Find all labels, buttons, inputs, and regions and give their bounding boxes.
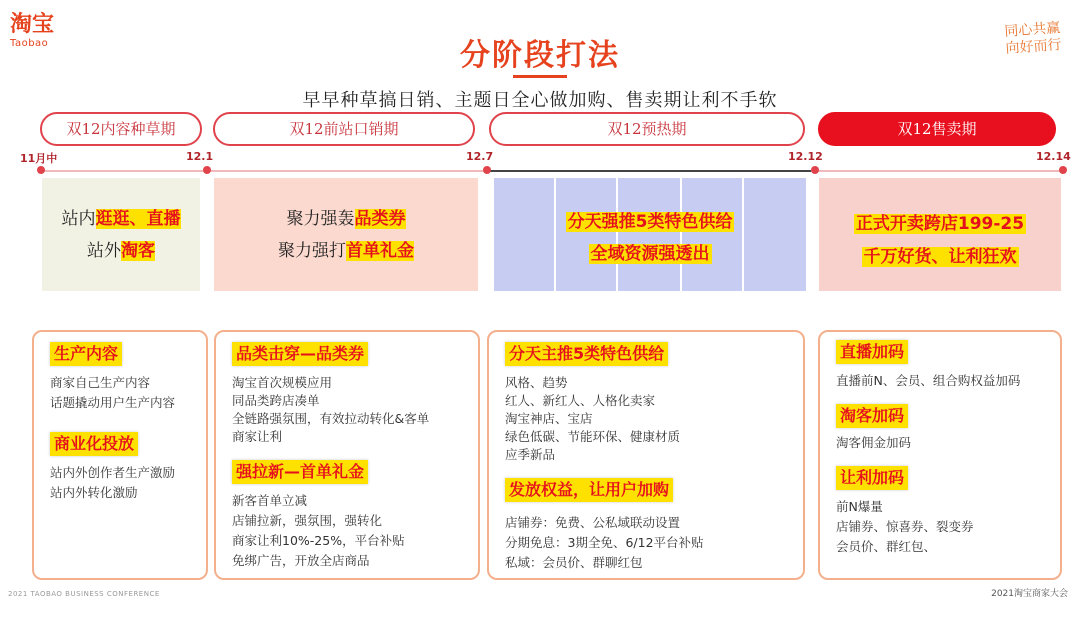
phase-pre-sales: 双12前站口销期 (213, 112, 475, 146)
list-item: 绿色低碳、节能环保、健康材质 (505, 429, 681, 444)
list-item: 私域：会员价、群聊红包 (505, 555, 643, 570)
section-title: 直播加码 (836, 340, 908, 364)
slogan-stamp: 同心共赢 向好而行 (1003, 20, 1063, 57)
footer-conference-en: 2021 TAOBAO BUSINESS CONFERENCE (8, 590, 160, 598)
list-item: 店铺券：免费、公私域联动设置 (505, 515, 681, 530)
page-subtitle: 早早种草搞日销、主题日全心做加购、售卖期让利不手软 (302, 90, 778, 111)
list-item: 店铺拉新，强氛围，强转化 (232, 513, 383, 528)
tick-label: 12.14 (1036, 150, 1071, 163)
list-item: 应季新品 (505, 447, 556, 462)
section-title: 淘客加码 (836, 404, 908, 428)
list-item: 店铺券、惊喜券、裂变券 (836, 519, 974, 534)
section-title: 发放权益，让用户加购 (505, 478, 673, 502)
box-line: 全域资源强透出 (590, 244, 710, 264)
phase-box-warmup (494, 178, 806, 291)
list-item: 前N爆量 (836, 499, 883, 514)
detail-card-pre-sales (214, 330, 480, 580)
section-title: 商业化投放 (50, 432, 138, 456)
phase-warmup: 双12预热期 (489, 112, 805, 146)
timeline-dot (811, 166, 819, 174)
list-item: 新客首单立减 (232, 493, 308, 508)
list-item: 商家自己生产内容 (50, 375, 151, 390)
section-title: 让利加码 (836, 466, 908, 490)
list-item: 站内外转化激励 (50, 485, 138, 500)
box-line: 分天强推5类特色供给 (567, 212, 733, 232)
list-item: 分期免息：3期全免、6/12平台补贴 (505, 535, 704, 550)
phase-box-selling (819, 178, 1061, 291)
phase-content-seeding: 双12内容种草期 (40, 112, 202, 146)
list-item: 话题撬动用户生产内容 (50, 395, 176, 410)
tick-label: 12.7 (466, 150, 494, 163)
box-line: 聚力强轰品类券 (286, 209, 406, 229)
detail-card-selling (818, 330, 1062, 580)
list-item: 商家让利10%-25%，平台补贴 (232, 533, 405, 548)
tick-label: 12.12 (788, 150, 823, 163)
timeline-dot (37, 166, 45, 174)
phase-box-pre-sales (214, 178, 478, 291)
box-line: 正式开卖跨店199-25 (855, 214, 1025, 234)
box-line: 千万好货、让利狂欢 (863, 247, 1017, 267)
box-line: 站外淘客 (87, 241, 155, 261)
list-item: 免绑广告，开放全店商品 (232, 553, 370, 568)
list-item: 淘宝首次规模应用 (232, 375, 333, 390)
timeline-dot (1059, 166, 1067, 174)
section-title: 生产内容 (50, 342, 122, 366)
tick-label: 11月中 (20, 152, 58, 165)
list-item: 风格、趋势 (505, 375, 568, 390)
section-title: 品类击穿—品类券 (232, 342, 368, 366)
taobao-logo: 淘宝 (10, 12, 55, 37)
list-item: 同品类跨店凑单 (232, 393, 320, 408)
footer-conference-cn: 2021淘宝商家大会 (991, 589, 1068, 599)
phase-selling: 双12售卖期 (818, 112, 1056, 146)
list-item: 淘宝神店、宝店 (505, 411, 593, 426)
list-item: 会员价、群红包、 (836, 539, 937, 554)
list-item: 淘客佣金加码 (836, 435, 912, 450)
list-item: 红人、新红人、人格化卖家 (505, 393, 656, 408)
timeline-warmup-segment (486, 170, 811, 172)
timeline-dot (203, 166, 211, 174)
detail-card-warmup (487, 330, 805, 580)
page-title: 分阶段打法 (460, 38, 620, 73)
box-line: 站内逛逛、直播 (61, 209, 181, 229)
taobao-logo-sub: Taobao (10, 38, 49, 49)
detail-card-seeding (32, 330, 208, 580)
section-title: 分天主推5类特色供给 (505, 342, 668, 366)
tick-label: 12.1 (186, 150, 214, 163)
list-item: 直播前N、会员、组合购权益加码 (836, 373, 1021, 388)
title-underline (513, 75, 567, 78)
phase-box-seeding (42, 178, 200, 291)
list-item: 全链路强氛围，有效拉动转化&客单 (232, 411, 430, 426)
section-title: 强拉新—首单礼金 (232, 460, 368, 484)
box-line: 聚力强打首单礼金 (278, 241, 414, 261)
list-item: 站内外创作者生产激励 (50, 465, 176, 480)
list-item: 商家让利 (232, 429, 283, 444)
timeline-dot (483, 166, 491, 174)
